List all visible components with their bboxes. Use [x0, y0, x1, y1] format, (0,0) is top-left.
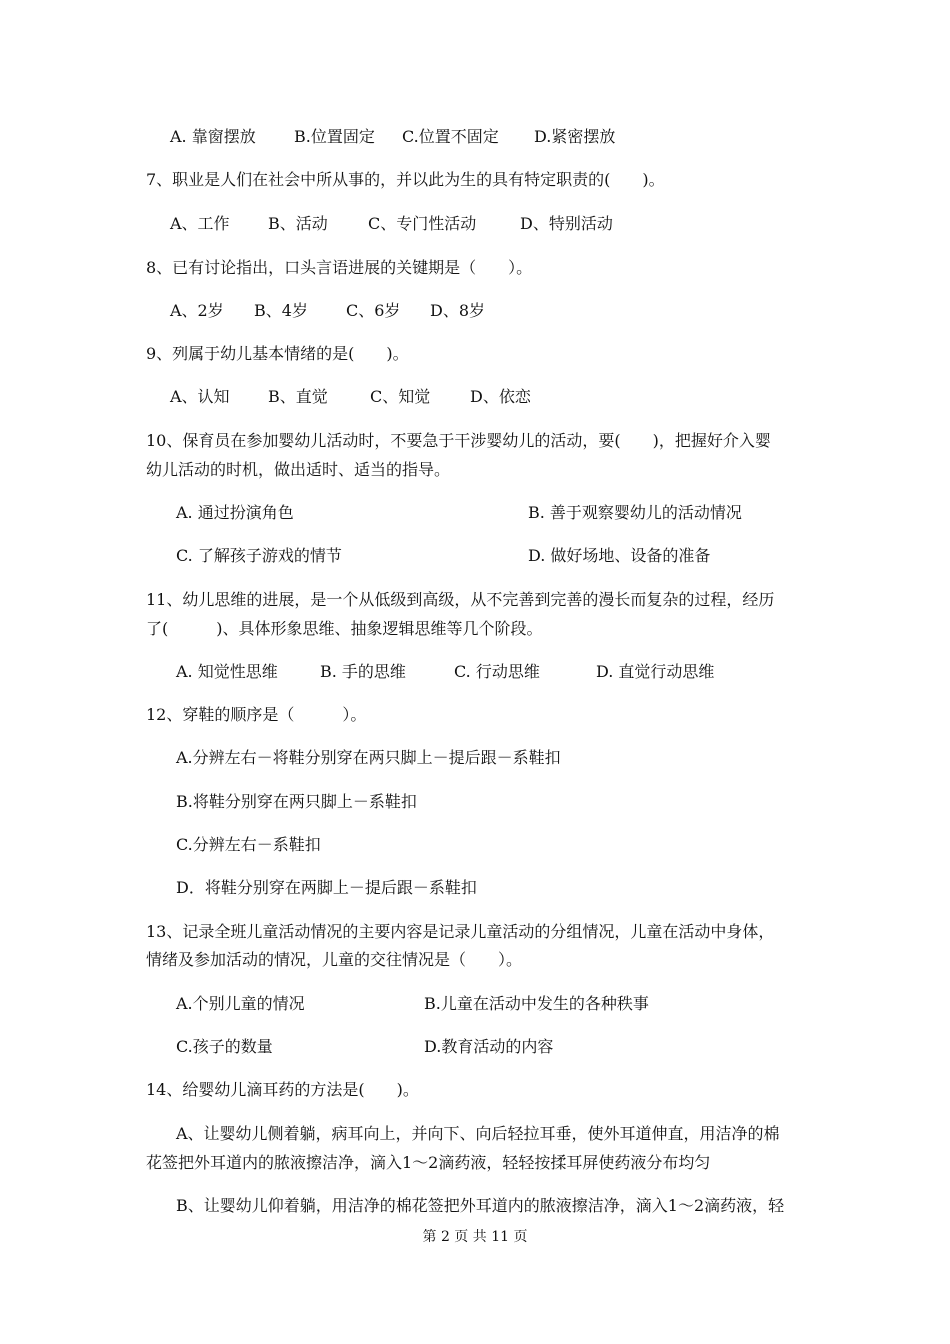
q6-option-d: D.紧密摆放	[534, 127, 616, 146]
q7-option-a: A、工作	[170, 214, 230, 233]
q7-stem: 7、职业是人们在社会中所从事的，并以此为生的具有特定职责的( )。	[146, 170, 665, 189]
q7-option-b: B、活动	[268, 214, 328, 233]
q9-option-a: A、认知	[170, 387, 230, 406]
q9-stem: 9、列属于幼儿基本情绪的是( )。	[146, 344, 409, 363]
q8-stem: 8、已有讨论指出，口头言语进展的关键期是（ ）。	[146, 258, 533, 277]
q10-stem-line1: 10、保育员在参加婴幼儿活动时，不要急于干涉婴幼儿的活动，要( )，把握好介入婴	[146, 431, 771, 450]
q11-option-d: D. 直觉行动思维	[596, 662, 715, 681]
q7-option-d: D、特别活动	[520, 214, 613, 233]
q11-options	[176, 662, 714, 682]
q10-option-c: C. 了解孩子游戏的情节	[176, 546, 342, 565]
q13-option-a: A.个别儿童的情况	[176, 994, 305, 1013]
q12-stem: 12、穿鞋的顺序是（ ）。	[146, 705, 367, 724]
q14-option-b-line1: B、让婴幼儿仰着躺，用洁净的棉花签把外耳道内的脓液擦洁净，滴入1～2滴药液，轻	[176, 1196, 785, 1215]
q11-option-a: A. 知觉性思维	[176, 662, 278, 681]
q12-option-b: B.将鞋分别穿在两只脚上－系鞋扣	[176, 792, 417, 811]
q11-option-c: C. 行动思维	[454, 662, 540, 681]
q9-option-b: B、直觉	[268, 387, 328, 406]
q10-option-d: D. 做好场地、设备的准备	[528, 546, 711, 565]
q6-options	[170, 127, 615, 147]
q13-option-d: D.教育活动的内容	[424, 1037, 554, 1056]
q12-option-d: D．将鞋分别穿在两脚上－提后跟－系鞋扣	[176, 878, 477, 897]
q8-option-d: D、8岁	[430, 301, 486, 320]
q10-option-a: A. 通过扮演角色	[176, 503, 294, 522]
q13-option-c: C.孩子的数量	[176, 1037, 273, 1056]
q11-option-b: B. 手的思维	[320, 662, 406, 681]
q8-options	[170, 301, 485, 321]
q13-stem-line2: 情绪及参加活动的情况，儿童的交往情况是（ ）。	[146, 950, 523, 969]
q9-options	[170, 387, 531, 407]
q8-option-c: C、6岁	[346, 301, 401, 320]
q8-option-a: A、2岁	[170, 301, 224, 320]
q8-option-b: B、4岁	[254, 301, 308, 320]
page-footer: 第 2 页 共 11 页	[422, 1229, 528, 1245]
q6-option-b: B.位置固定	[294, 127, 375, 146]
q10-option-b: B. 善于观察婴幼儿的活动情况	[528, 503, 742, 522]
q6-option-a: A. 靠窗摆放	[170, 127, 256, 146]
q14-option-a-line1: A、让婴幼儿侧着躺，病耳向上，并向下、向后轻拉耳垂，使外耳道伸直，用洁净的棉	[176, 1124, 780, 1143]
q11-stem-line1: 11、幼儿思维的进展，是一个从低级到高级，从不完善到完善的漫长而复杂的过程，经历	[146, 590, 775, 609]
q7-option-c: C、专门性活动	[368, 214, 477, 233]
q9-option-d: D、依恋	[470, 387, 531, 406]
q12-option-c: C.分辨左右－系鞋扣	[176, 835, 321, 854]
q11-stem-line2: 了( )、具体形象思维、抽象逻辑思维等几个阶段。	[146, 619, 543, 638]
q9-option-c: C、知觉	[370, 387, 431, 406]
q13-option-b: B.儿童在活动中发生的各种秩事	[424, 994, 649, 1013]
q12-option-a: A.分辨左右－将鞋分别穿在两只脚上－提后跟－系鞋扣	[176, 748, 561, 767]
q14-stem: 14、给婴幼儿滴耳药的方法是( )。	[146, 1080, 419, 1099]
q14-option-a-line2: 花签把外耳道内的脓液擦洁净，滴入1～2滴药液，轻轻按揉耳屏使药液分布均匀	[146, 1153, 711, 1172]
q6-option-c: C.位置不固定	[402, 127, 499, 146]
q10-stem-line2: 幼儿活动的时机，做出适时、适当的指导。	[146, 460, 451, 479]
q7-options	[170, 214, 613, 234]
q13-stem-line1: 13、记录全班儿童活动情况的主要内容是记录儿童活动的分组情况，儿童在活动中身体，	[146, 922, 775, 941]
